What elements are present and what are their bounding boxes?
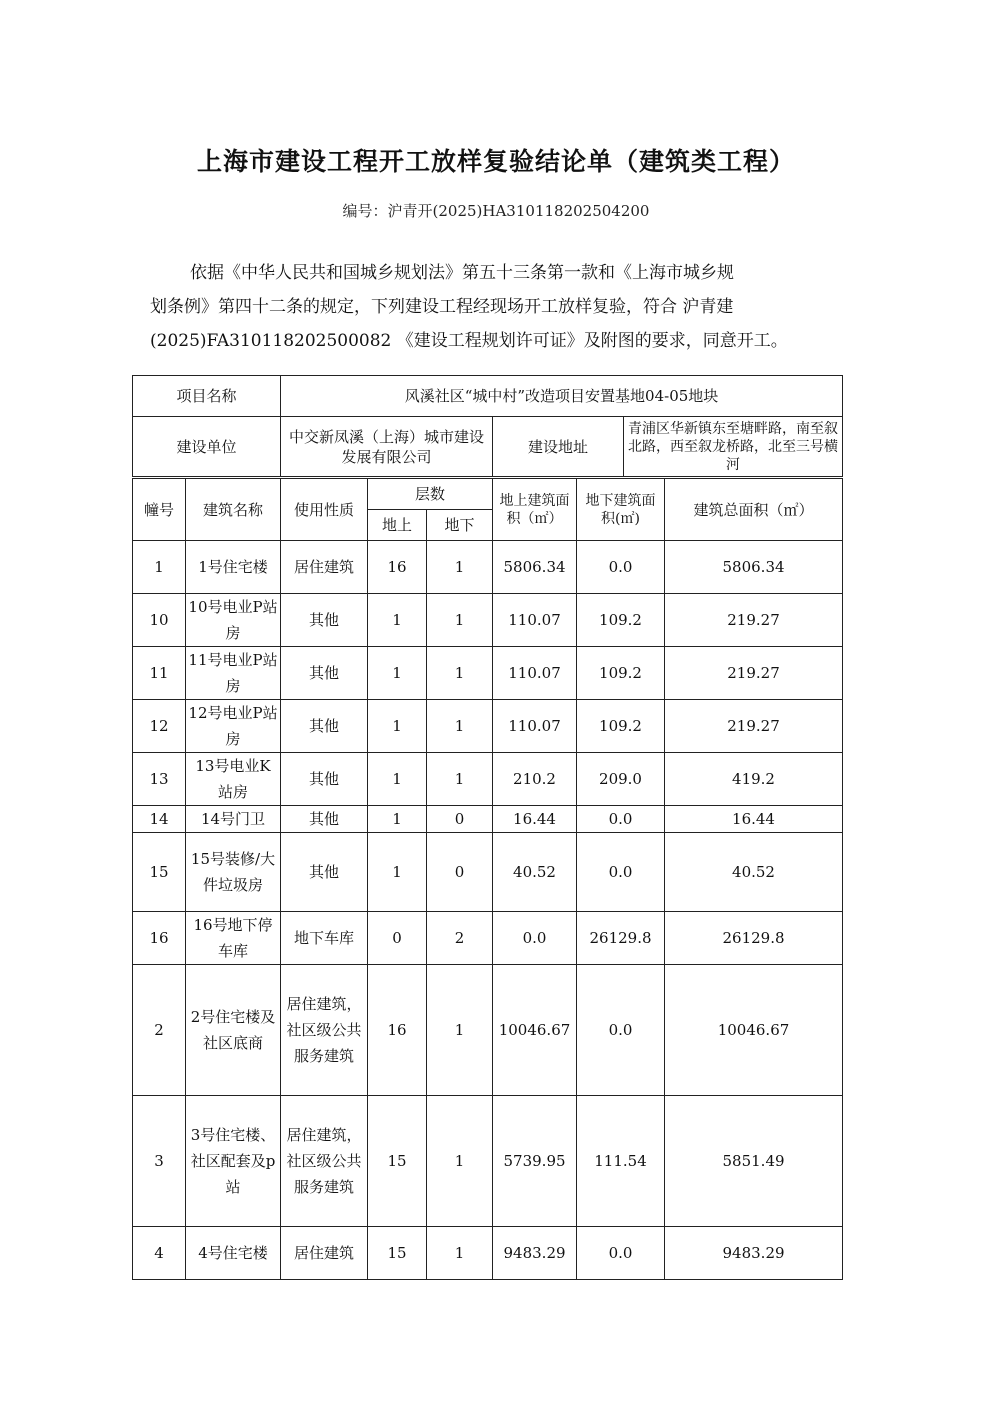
col-header-no: 幢号 [133,479,186,541]
cell-area-above: 110.07 [493,700,577,753]
table-row [133,647,843,700]
cell-use: 其他 [281,594,368,647]
cell-area-total: 10046.67 [665,965,843,1096]
cell-area-below: 209.0 [577,753,665,806]
page-title: 上海市建设工程开工放样复验结论单（建筑类工程） [196,147,795,176]
cell-below: 0 [427,806,493,833]
cell-area-below: 26129.8 [577,912,665,965]
cell-name: 11号电业P站房 [186,647,281,700]
builder-value: 中交新凤溪（上海）城市建设发展有限公司 [281,417,493,477]
cell-area-total: 219.27 [665,594,843,647]
cell-area-above: 40.52 [493,833,577,912]
cell-area-below: 109.2 [577,594,665,647]
cell-below: 0 [427,833,493,912]
cell-name: 14号门卫 [186,806,281,833]
cell-area-below: 0.0 [577,806,665,833]
cell-area-above: 5739.95 [493,1096,577,1227]
col-header-area-total: 建筑总面积（㎡） [665,479,843,541]
paragraph-line: (2025)FA310118202500082 《建设工程规划许可证》及附图的要求，同意开工。 [150,331,788,351]
builder-label: 建设单位 [133,417,281,477]
cell-area-total: 219.27 [665,647,843,700]
builder-row [133,417,843,477]
cell-above: 15 [368,1096,427,1227]
cell-area-total: 219.27 [665,700,843,753]
cell-name: 12号电业P站房 [186,700,281,753]
table-row [133,833,843,912]
cell-area-total: 419.2 [665,753,843,806]
paragraph-line: 依据《中华人民共和国城乡规划法》第五十三条第一款和《上海市城乡规 [190,263,734,283]
cell-area-total: 5851.49 [665,1096,843,1227]
address-value: 青浦区华新镇东至塘畔路，南至叙北路，西至叙龙桥路，北至三号横河 [624,417,843,477]
cell-area-above: 9483.29 [493,1227,577,1280]
cell-below: 1 [427,541,493,594]
header-row [133,479,843,510]
cell-no: 14 [133,806,186,833]
cell-name: 10号电业P站房 [186,594,281,647]
cell-area-above: 0.0 [493,912,577,965]
cell-name: 1号住宅楼 [186,541,281,594]
cell-below: 1 [427,594,493,647]
cell-no: 3 [133,1096,186,1227]
col-header-area-above: 地上建筑面积（㎡） [493,479,577,541]
cell-name: 15号装修/大件垃圾房 [186,833,281,912]
table-row [133,753,843,806]
cell-above: 1 [368,753,427,806]
cell-below: 1 [427,965,493,1096]
cell-area-total: 9483.29 [665,1227,843,1280]
cell-name: 13号电业K站房 [186,753,281,806]
cell-above: 1 [368,594,427,647]
cell-above: 1 [368,833,427,912]
cell-above: 0 [368,912,427,965]
document-number: 编号：沪青开(2025)HA310118202504200 [342,202,650,220]
cell-no: 11 [133,647,186,700]
cell-name: 2号住宅楼及社区底商 [186,965,281,1096]
cell-below: 1 [427,1096,493,1227]
cell-area-total: 40.52 [665,833,843,912]
cell-use: 居住建筑 [281,541,368,594]
cell-no: 1 [133,541,186,594]
cell-below: 1 [427,753,493,806]
cell-area-below: 109.2 [577,647,665,700]
cell-above: 16 [368,965,427,1096]
table-row [133,1096,843,1227]
cell-above: 16 [368,541,427,594]
cell-use: 居住建筑，社区级公共服务建筑 [281,1096,368,1227]
cell-above: 1 [368,647,427,700]
cell-name: 16号地下停车库 [186,912,281,965]
cell-no: 4 [133,1227,186,1280]
cell-use: 其他 [281,647,368,700]
building-table [132,478,843,1280]
project-name-value: 风溪社区“城中村”改造项目安置基地04-05地块 [281,376,843,417]
cell-area-below: 111.54 [577,1096,665,1227]
cell-use: 居住建筑，社区级公共服务建筑 [281,965,368,1096]
project-name-row [133,376,843,417]
cell-area-above: 110.07 [493,594,577,647]
col-header-area-below: 地下建筑面积(㎡) [577,479,665,541]
cell-no: 16 [133,912,186,965]
cell-use: 其他 [281,700,368,753]
cell-use: 其他 [281,753,368,806]
paragraph-line: 划条例》第四十二条的规定，下列建设工程经现场开工放样复验，符合 沪青建 [150,297,734,317]
cell-no: 15 [133,833,186,912]
col-header-use: 使用性质 [281,479,368,541]
cell-area-below: 0.0 [577,833,665,912]
col-header-floors: 层数 [368,479,493,510]
cell-no: 12 [133,700,186,753]
cell-name: 4号住宅楼 [186,1227,281,1280]
cell-above: 15 [368,1227,427,1280]
cell-area-above: 16.44 [493,806,577,833]
project-info-table [132,375,843,477]
cell-use: 其他 [281,806,368,833]
cell-use: 居住建筑 [281,1227,368,1280]
cell-area-above: 110.07 [493,647,577,700]
cell-area-above: 10046.67 [493,965,577,1096]
cell-above: 1 [368,806,427,833]
cell-area-total: 5806.34 [665,541,843,594]
cell-area-below: 109.2 [577,700,665,753]
table-row [133,700,843,753]
cell-area-total: 16.44 [665,806,843,833]
cell-below: 1 [427,647,493,700]
cell-below: 1 [427,1227,493,1280]
cell-area-total: 26129.8 [665,912,843,965]
col-header-above: 地上 [368,510,427,541]
table-row [133,965,843,1096]
cell-above: 1 [368,700,427,753]
cell-no: 2 [133,965,186,1096]
table-row [133,912,843,965]
table-row [133,594,843,647]
address-label: 建设地址 [493,417,624,477]
cell-use: 地下车库 [281,912,368,965]
cell-below: 1 [427,700,493,753]
cell-no: 13 [133,753,186,806]
cell-below: 2 [427,912,493,965]
cell-use: 其他 [281,833,368,912]
cell-area-above: 210.2 [493,753,577,806]
col-header-name: 建筑名称 [186,479,281,541]
col-header-below: 地下 [427,510,493,541]
cell-area-below: 0.0 [577,965,665,1096]
cell-no: 10 [133,594,186,647]
cell-name: 3号住宅楼、社区配套及p站 [186,1096,281,1227]
table-row [133,806,843,833]
project-name-label: 项目名称 [133,376,281,417]
table-row [133,1227,843,1280]
cell-area-below: 0.0 [577,541,665,594]
cell-area-above: 5806.34 [493,541,577,594]
cell-area-below: 0.0 [577,1227,665,1280]
table-row [133,541,843,594]
